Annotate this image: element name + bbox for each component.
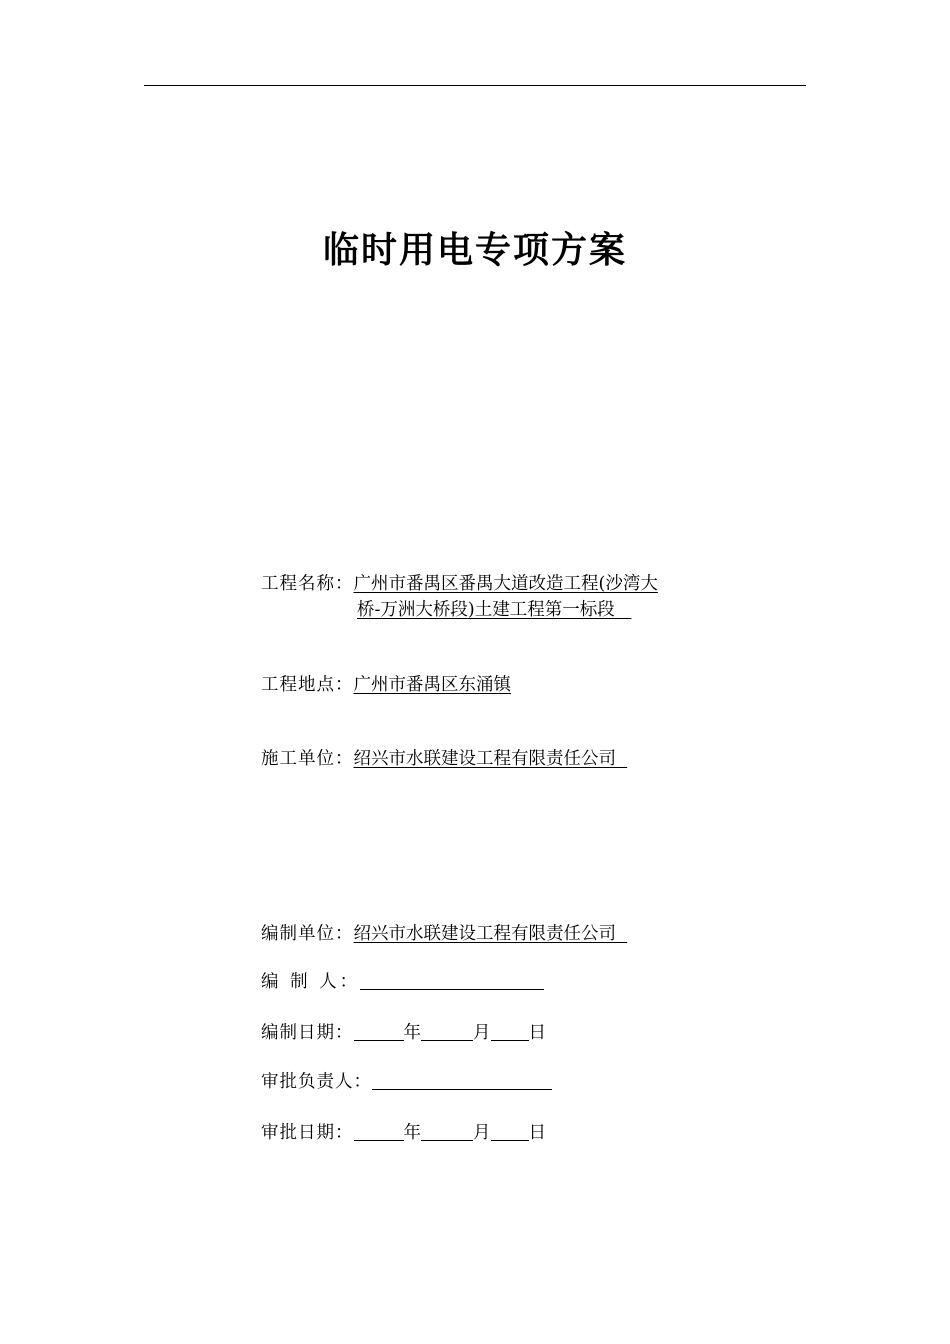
approve-date-label: 审批日期： <box>261 1123 354 1143</box>
compile-year-unit: 年 <box>403 1023 421 1043</box>
compile-date-label: 编制日期： <box>261 1023 354 1043</box>
approver-blank <box>372 1071 552 1090</box>
project-name-label: 工程名称： <box>261 574 354 594</box>
approve-year-unit: 年 <box>403 1123 421 1143</box>
construction-unit-row <box>261 747 627 771</box>
approve-year-blank <box>354 1122 404 1141</box>
project-location-label: 工程地点： <box>261 675 354 695</box>
compiler-row <box>261 970 544 994</box>
project-location-value: 广州市番禺区东涌镇 <box>353 675 511 695</box>
compile-month-unit: 月 <box>473 1023 491 1043</box>
compiling-unit-value: 绍兴市水联建设工程有限责任公司 <box>353 924 616 944</box>
approve-day-unit: 日 <box>528 1123 546 1143</box>
project-name-continuation <box>357 598 631 622</box>
compile-month-blank <box>421 1022 473 1041</box>
approve-month-unit: 月 <box>473 1123 491 1143</box>
compile-date-row <box>261 1021 546 1045</box>
approve-day-blank <box>491 1122 529 1141</box>
compile-year-blank <box>354 1022 404 1041</box>
compile-day-unit: 日 <box>528 1023 546 1043</box>
approve-month-blank <box>421 1122 473 1141</box>
compile-day-blank <box>491 1022 529 1041</box>
compiler-label: 编 制 人： <box>261 972 361 992</box>
project-name-row <box>261 572 658 596</box>
project-location-row <box>261 673 511 697</box>
project-name-value-line2: 桥-万洲大桥段)土建工程第一标段 <box>357 600 615 620</box>
project-name-value-line1: 广州市番禺区番禺大道改造工程(沙湾大 <box>353 574 658 594</box>
approver-row <box>261 1070 552 1094</box>
construction-unit-label: 施工单位： <box>261 749 354 769</box>
approver-label: 审批负责人： <box>261 1072 372 1092</box>
compiler-blank <box>360 971 544 990</box>
construction-unit-value: 绍兴市水联建设工程有限责任公司 <box>353 749 616 769</box>
approve-date-row <box>261 1121 546 1145</box>
document-title: 临时用电专项方案 <box>322 230 627 271</box>
compiling-unit-row <box>261 922 627 946</box>
header-rule <box>144 85 806 86</box>
compiling-unit-label: 编制单位： <box>261 924 354 944</box>
